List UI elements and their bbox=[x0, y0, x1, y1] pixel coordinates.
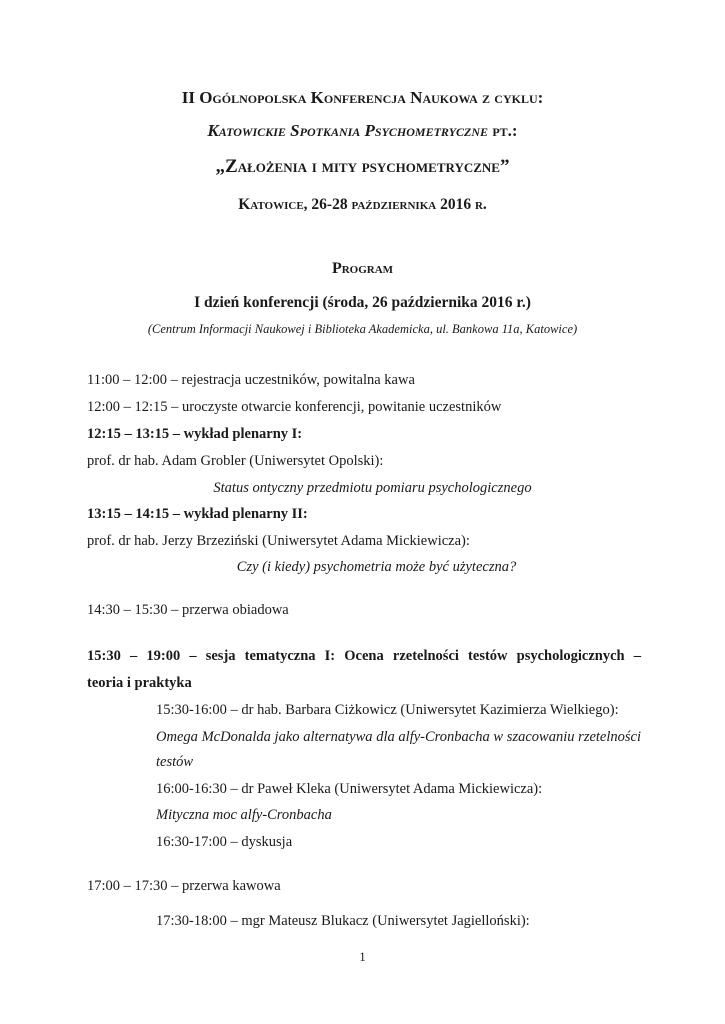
lunch-break: 14:30 – 15:30 – przerwa obiadowa bbox=[87, 602, 289, 618]
talk1-title-cont: testów bbox=[156, 754, 194, 770]
session1-heading: 15:30 – 19:00 – sesja tematyczna I: Ocena rzetelności testów psychologicznych – bbox=[87, 648, 641, 664]
talk2-title: Mityczna moc alfy-Cronbacha bbox=[156, 807, 332, 823]
discussion-item: 16:30-17:00 – dyskusja bbox=[156, 834, 293, 850]
registration-item: 11:00 – 12:00 – rejestracja uczestników, powitalna kawa bbox=[87, 372, 415, 388]
series-name: Katowickie Spotkania Psychometryczne bbox=[207, 121, 489, 140]
plenary2-heading: 13:15 – 14:15 – wykład plenarny II: bbox=[87, 506, 308, 522]
conference-series bbox=[0, 121, 725, 141]
plenary1-speaker: prof. dr hab. Adam Grobler (Uniwersytet Opolski): bbox=[87, 453, 384, 469]
conference-title: II Ogólnopolska Konferencja Naukowa z cyklu: bbox=[181, 88, 544, 107]
plenary2-speaker: prof. dr hab. Jerzy Brzeziński (Uniwersytet Adama Mickiewicza): bbox=[87, 533, 470, 549]
plenary1-heading: 12:15 – 13:15 – wykład plenarny I: bbox=[87, 426, 303, 442]
program-heading: Program bbox=[331, 260, 394, 277]
talk1-title: Omega McDonalda jako alternatywa dla alfy-Cronbacha w szacowaniu rzetelności bbox=[156, 729, 641, 745]
day-heading: I dzień konferencji (środa, 26 października 2016 r.) bbox=[194, 294, 531, 311]
talk1-speaker: 15:30-16:00 – dr hab. Barbara Ciżkowicz (Uniwersytet Kazimierza Wielkiego): bbox=[156, 702, 619, 718]
conference-place-date: Katowice, 26-28 października 2016 r. bbox=[238, 196, 487, 213]
opening-item: 12:00 – 12:15 – uroczyste otwarcie konferencji, powitanie uczestników bbox=[87, 399, 502, 415]
talk3-speaker: 17:30-18:00 – mgr Mateusz Blukacz (Uniwersytet Jagielloński): bbox=[156, 913, 530, 929]
conference-theme: „Założenia i mity psychometryczne” bbox=[215, 156, 510, 177]
plenary2-title: Czy (i kiedy) psychometria może być użyteczna? bbox=[236, 559, 517, 575]
page-number: 1 bbox=[359, 950, 366, 964]
series-suffix: pt.: bbox=[488, 121, 518, 140]
plenary1-title: Status ontyczny przedmiotu pomiaru psychologicznego bbox=[213, 480, 532, 496]
venue-note: (Centrum Informacji Naukowej i Biblioteka Akademicka, ul. Bankowa 11a, Katowice) bbox=[147, 322, 578, 336]
talk2-speaker: 16:00-16:30 – dr Paweł Kleka (Uniwersytet Adama Mickiewicza): bbox=[156, 781, 543, 797]
coffee-break: 17:00 – 17:30 – przerwa kawowa bbox=[87, 878, 281, 894]
session1-heading-cont: teoria i praktyka bbox=[87, 675, 192, 691]
